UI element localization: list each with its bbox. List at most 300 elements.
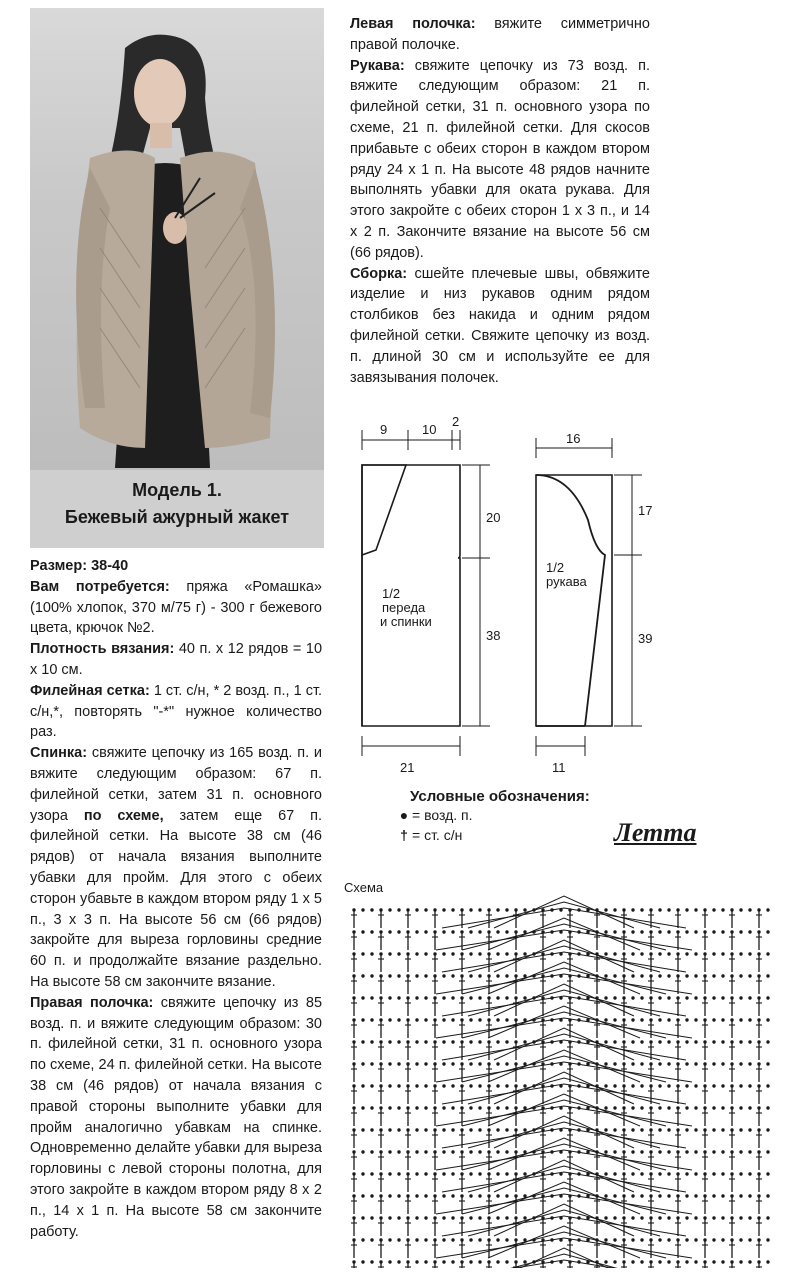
chain-dot (370, 1194, 373, 1197)
chain-dot (370, 996, 373, 999)
chevron-stitch-line (494, 940, 634, 972)
instructions-left-column (30, 556, 322, 1242)
chain-dot (604, 1194, 607, 1197)
chain-dot (685, 930, 688, 933)
chain-dot (694, 1106, 697, 1109)
chain-dot (766, 1150, 769, 1153)
chain-dot (640, 1062, 643, 1065)
chain-dot (469, 974, 472, 977)
assembly-paragraph (350, 264, 650, 389)
chain-dot (442, 1172, 445, 1175)
chain-dot (721, 952, 724, 955)
chain-dot (694, 1260, 697, 1263)
chain-dot (478, 1238, 481, 1241)
chain-dot (766, 1062, 769, 1065)
chain-dot (478, 1172, 481, 1175)
chain-dot (766, 1018, 769, 1021)
chain-dot (469, 1106, 472, 1109)
chain-dot (658, 1260, 661, 1263)
front-neckline-shape (362, 465, 406, 555)
chain-dot (658, 1106, 661, 1109)
chain-dot (712, 1150, 715, 1153)
chain-dot (613, 1150, 616, 1153)
sleeve-dim-side-lower: 39 (638, 631, 653, 646)
chain-dot (640, 952, 643, 955)
chain-dot (370, 1040, 373, 1043)
chain-dot (667, 1128, 670, 1131)
chain-dot (478, 930, 481, 933)
chain-dot (685, 952, 688, 955)
chain-dot (631, 974, 634, 977)
chain-dot (766, 1194, 769, 1197)
chain-dot (451, 1040, 454, 1043)
chain-dot (469, 996, 472, 999)
size-paragraph (30, 556, 322, 577)
chain-dot (766, 1106, 769, 1109)
chain-dot (388, 1062, 391, 1065)
assembly-text: сшейте плечевые швы, обвяжите изделие и низ рукавов одним рядом столбиков без накида и одним рядом филейной сетки. Свяжите цепочку из возд. п. длиной 30 см и используйте ее для завязывания полочек. (350, 265, 650, 386)
chain-dot (442, 1018, 445, 1021)
chain-dot (505, 1172, 508, 1175)
chain-dot (397, 1128, 400, 1131)
chain-dot (712, 1194, 715, 1197)
chain-dot (451, 1216, 454, 1219)
chain-dot (658, 974, 661, 977)
chain-dot (415, 1260, 418, 1263)
density-paragraph (30, 639, 322, 681)
chain-dot (469, 1040, 472, 1043)
chain-dot (748, 908, 751, 911)
chain-dot (361, 996, 364, 999)
chain-dot (424, 1194, 427, 1197)
right-front-paragraph (30, 993, 322, 1243)
chain-dot (631, 996, 634, 999)
chain-dot (739, 974, 742, 977)
chain-dot (451, 1194, 454, 1197)
chain-dot (469, 1062, 472, 1065)
front-label-1: 1/2 (382, 586, 401, 601)
size-text: 38-40 (91, 558, 129, 574)
chain-dot (442, 1216, 445, 1219)
chain-dot (496, 1216, 499, 1219)
chain-dot (721, 1084, 724, 1087)
chain-dot (604, 908, 607, 911)
chain-dot (415, 1172, 418, 1175)
chain-dot (388, 1260, 391, 1263)
chain-dot (748, 996, 751, 999)
chain-dot (613, 1216, 616, 1219)
chain-dot (613, 930, 616, 933)
chain-dot (613, 1238, 616, 1241)
chain-dot (739, 930, 742, 933)
chain-dot (370, 1172, 373, 1175)
caption-title: Модель 1. (132, 480, 222, 500)
chain-dot (712, 930, 715, 933)
brand-logo: Летта (614, 818, 697, 847)
chain-dot (496, 1172, 499, 1175)
chain-dot (721, 1216, 724, 1219)
chain-dot (370, 1150, 373, 1153)
chain-dot (739, 1216, 742, 1219)
chain-dot (505, 974, 508, 977)
chain-dot (748, 1238, 751, 1241)
chain-dot (667, 1238, 670, 1241)
chain-dot (523, 952, 526, 955)
chain-dot (388, 1084, 391, 1087)
chain-dot (631, 1194, 634, 1197)
chain-dot (496, 1018, 499, 1021)
chain-dot (739, 1150, 742, 1153)
chain-dot (748, 930, 751, 933)
chain-dot (415, 1084, 418, 1087)
chain-dot (478, 1018, 481, 1021)
chain-dot (397, 930, 400, 933)
chain-dot (748, 952, 751, 955)
chain-dot (631, 1260, 634, 1263)
chain-dot (424, 996, 427, 999)
chain-dot (748, 974, 751, 977)
chain-dot (388, 952, 391, 955)
materials-label: Вам потребуется: (30, 578, 170, 595)
chain-dot (415, 1018, 418, 1021)
chain-dot (694, 1040, 697, 1043)
chain-dot (739, 952, 742, 955)
chain-dot (640, 1216, 643, 1219)
chain-dot (469, 1084, 472, 1087)
chain-dot (721, 1128, 724, 1131)
chain-dot (424, 1172, 427, 1175)
chevron-stitch-line (494, 896, 634, 928)
chain-dot (694, 1216, 697, 1219)
chain-dot (451, 996, 454, 999)
chain-dot (712, 1128, 715, 1131)
chevron-stitch-line (494, 1204, 634, 1236)
model-photo (30, 8, 324, 470)
chain-dot (424, 1018, 427, 1021)
chain-dot (631, 952, 634, 955)
chain-dot (766, 930, 769, 933)
chain-dot (766, 1172, 769, 1175)
chevron-stitch-line (494, 984, 634, 1016)
chain-dot (478, 1128, 481, 1131)
chain-dot (604, 952, 607, 955)
chain-dot (604, 1128, 607, 1131)
chain-dot (523, 996, 526, 999)
chain-dot (739, 996, 742, 999)
chain-dot (370, 1084, 373, 1087)
chain-dot (397, 1018, 400, 1021)
chain-dot (451, 1260, 454, 1263)
chain-dot (478, 996, 481, 999)
chain-dot (667, 1062, 670, 1065)
chain-dot (631, 1150, 634, 1153)
chain-dot (694, 1150, 697, 1153)
chain-dot (667, 974, 670, 977)
chain-dot (496, 1128, 499, 1131)
chain-dot (424, 1128, 427, 1131)
chain-dot (442, 1040, 445, 1043)
chain-dot (424, 974, 427, 977)
chain-dot (505, 1128, 508, 1131)
chain-dot (658, 930, 661, 933)
left-front-text: вяжите симметрично правой полочке. (350, 16, 650, 53)
right-front-label: Правая полочка: (30, 994, 154, 1011)
chain-dot (505, 908, 508, 911)
chain-dot (667, 1194, 670, 1197)
chain-dot (613, 1260, 616, 1263)
back-paragraph (30, 743, 322, 993)
chain-dot (658, 1172, 661, 1175)
chain-dot (505, 1040, 508, 1043)
chevron-stitch-line (488, 962, 640, 994)
chain-dot (469, 1018, 472, 1021)
chain-dot (685, 1216, 688, 1219)
chain-dot (685, 1062, 688, 1065)
chain-dot (469, 1150, 472, 1153)
chain-dot (712, 1040, 715, 1043)
chain-dot (721, 1194, 724, 1197)
chain-dot (604, 1260, 607, 1263)
chain-dot (451, 908, 454, 911)
chain-dot (370, 1238, 373, 1241)
chain-dot (478, 1194, 481, 1197)
chain-dot (442, 952, 445, 955)
chain-dot (361, 1062, 364, 1065)
chain-dot (469, 1216, 472, 1219)
sleeves-paragraph (350, 56, 650, 264)
chain-dot (388, 908, 391, 911)
chain-dot (658, 996, 661, 999)
double-crochet-icon: † (400, 827, 408, 843)
chain-dot (361, 1040, 364, 1043)
chain-dot (685, 1084, 688, 1087)
chain-dot (415, 1194, 418, 1197)
materials-paragraph (30, 577, 322, 639)
chain-stitch-icon: ● (399, 807, 409, 823)
chain-dot (451, 1238, 454, 1241)
chain-dot (640, 1084, 643, 1087)
chain-dot (631, 1172, 634, 1175)
chain-dot (478, 1216, 481, 1219)
chain-dot (766, 1128, 769, 1131)
chain-dot (415, 908, 418, 911)
chain-dot (451, 1172, 454, 1175)
chain-dot (370, 1260, 373, 1263)
chain-dot (739, 1084, 742, 1087)
chain-dot (640, 908, 643, 911)
chain-dot (388, 974, 391, 977)
chain-dot (505, 1084, 508, 1087)
chain-dot (685, 1018, 688, 1021)
chain-dot (451, 930, 454, 933)
right-front-text: свяжите цепочку из 85 возд. п. и вяжите следующим образом: 30 п. филейной сетки, 31 п. основного узора по схеме, 24 п. филейной сетки. На высоте 38 см (46 рядов) от начала вязания с правой стороны выполните убавки для пройм аналогично убавкам на спинке. Одновременно делайте убавки для выреза горловины с левой стороны полотна, для этого закройте в каждом втором ряду 8 х 2 п., 14 х 1 п. На высоте 58 см закончите работу. (30, 994, 323, 1240)
chevron-stitch-line (488, 1094, 640, 1126)
chain-dot (505, 1238, 508, 1241)
chain-dot (694, 1084, 697, 1087)
chain-dot (748, 1128, 751, 1131)
chain-dot (694, 1128, 697, 1131)
chain-dot (388, 1040, 391, 1043)
chain-dot (469, 908, 472, 911)
instructions-right-column (350, 14, 650, 388)
chain-dot (388, 1216, 391, 1219)
chain-dot (739, 908, 742, 911)
chain-dot (766, 1216, 769, 1219)
chain-dot (694, 1194, 697, 1197)
chain-dot (766, 952, 769, 955)
front-dim-top-c: 2 (452, 414, 460, 429)
chain-dot (721, 996, 724, 999)
chain-dot (505, 1260, 508, 1263)
chain-dot (415, 1106, 418, 1109)
chain-dot (505, 996, 508, 999)
chain-dot (496, 1150, 499, 1153)
chain-dot (496, 1084, 499, 1087)
chain-dot (361, 908, 364, 911)
chain-dot (640, 930, 643, 933)
caption-box (30, 470, 324, 548)
chain-dot (370, 930, 373, 933)
chain-dot (613, 996, 616, 999)
chain-dot (424, 1260, 427, 1263)
chain-dot (451, 1062, 454, 1065)
chain-dot (397, 908, 400, 911)
sleeve-box (536, 475, 612, 726)
chain-dot (361, 974, 364, 977)
front-dim-top-b: 10 (422, 422, 437, 437)
chain-dot (424, 1216, 427, 1219)
legend-item-text: = ст. с/н (412, 827, 463, 843)
chain-dot (397, 1040, 400, 1043)
back-text-2: затем еще 67 п. филейной сетки. На высоте 38 см (46 рядов) от начала вязания выполните убавки для пройм. Для этого с обеих сторон убавьте в каждом втором ряду 1 х 5 п., 3 х 3 п. На высоте 56 см (66 рядов) закройте для выреза горловины средние 60 п. и продолжайте вязание раздельно. На высоте 58 см закончите вязание. (30, 807, 322, 990)
chain-dot (415, 1216, 418, 1219)
chain-dot (694, 1062, 697, 1065)
chain-dot (667, 908, 670, 911)
chain-dot (712, 996, 715, 999)
chain-dot (604, 1062, 607, 1065)
chain-dot (739, 1238, 742, 1241)
chain-dot (523, 1216, 526, 1219)
chain-dot (451, 1018, 454, 1021)
chain-dot (370, 1128, 373, 1131)
chain-dot (469, 1238, 472, 1241)
chain-dot (667, 1216, 670, 1219)
chain-dot (658, 1040, 661, 1043)
left-front-paragraph (350, 14, 650, 56)
chain-dot (658, 1084, 661, 1087)
chain-dot (451, 974, 454, 977)
chain-dot (442, 974, 445, 977)
chain-dot (640, 974, 643, 977)
chain-dot (748, 1084, 751, 1087)
chevron-stitch-line (488, 1050, 640, 1082)
chain-dot (370, 974, 373, 977)
chain-dot (415, 996, 418, 999)
chain-dot (442, 1084, 445, 1087)
chain-dot (748, 1260, 751, 1263)
chain-dot (667, 1150, 670, 1153)
assembly-label: Сборка: (350, 265, 408, 282)
chain-dot (685, 1040, 688, 1043)
chain-dot (748, 1018, 751, 1021)
chain-dot (361, 1238, 364, 1241)
chain-dot (613, 1018, 616, 1021)
chain-dot (523, 1040, 526, 1043)
chain-dot (523, 1260, 526, 1263)
chain-dot (694, 1172, 697, 1175)
chain-dot (667, 1040, 670, 1043)
sleeves-text: свяжите цепочку из 73 возд. п. вяжите следующим образом: 21 п. филейной сетки, 31 п. основного узора по схеме, 21 п. филейной сетки. Для скосов прибавьте с обеих сторон в каждом втором ряду 24 х 1 п. На высоте 48 рядов начните выполнять убавки для оката рукава. Для этого закройте с обеих сторон 1 х 3 п., и 14 х 2 п. Закончите вязание на высоте 56 см (66 рядов). (350, 57, 650, 261)
chain-dot (712, 1106, 715, 1109)
chain-dot (361, 930, 364, 933)
chain-dot (748, 1062, 751, 1065)
chain-dot (370, 1018, 373, 1021)
chain-dot (361, 1106, 364, 1109)
chain-dot (523, 1172, 526, 1175)
chain-dot (613, 1106, 616, 1109)
chain-dot (658, 1062, 661, 1065)
chain-dot (739, 1018, 742, 1021)
chain-dot (658, 952, 661, 955)
chain-dot (496, 974, 499, 977)
chain-dot (451, 1150, 454, 1153)
chain-dot (640, 1040, 643, 1043)
chain-dot (469, 1260, 472, 1263)
chain-dot (505, 1062, 508, 1065)
chain-dot (613, 1040, 616, 1043)
chain-dot (667, 996, 670, 999)
chain-dot (712, 1172, 715, 1175)
chevron-stitch-line (488, 1226, 640, 1258)
chain-dot (424, 930, 427, 933)
chain-dot (631, 1084, 634, 1087)
chain-dot (478, 1106, 481, 1109)
chain-dot (505, 1216, 508, 1219)
filet-paragraph (30, 681, 322, 743)
back-label: Спинка: (30, 745, 88, 762)
chevron-stitch-line (494, 1248, 634, 1268)
chain-dot (442, 1106, 445, 1109)
chain-dot (415, 930, 418, 933)
chain-dot (415, 1238, 418, 1241)
chain-dot (685, 1106, 688, 1109)
chain-dot (685, 974, 688, 977)
sleeve-label-2: рукава (546, 574, 587, 589)
chain-dot (739, 1260, 742, 1263)
left-front-label: Левая полочка: (350, 16, 476, 32)
chain-dot (613, 1194, 616, 1197)
chain-dot (658, 1216, 661, 1219)
front-outline (362, 465, 460, 726)
size-label: Размер: (30, 558, 88, 574)
chain-dot (694, 908, 697, 911)
chain-dot (712, 1062, 715, 1065)
chain-dot (631, 908, 634, 911)
chain-dot (685, 1128, 688, 1131)
chain-dot (739, 1172, 742, 1175)
chain-dot (640, 1172, 643, 1175)
chain-dot (469, 1172, 472, 1175)
chain-dot (658, 1150, 661, 1153)
sleeve-label-1: 1/2 (546, 560, 565, 575)
chain-dot (424, 1062, 427, 1065)
chain-dot (523, 1084, 526, 1087)
chain-dot (415, 1150, 418, 1153)
chain-dot (469, 930, 472, 933)
chain-dot (640, 1150, 643, 1153)
chain-dot (424, 1040, 427, 1043)
chain-dot (613, 1128, 616, 1131)
